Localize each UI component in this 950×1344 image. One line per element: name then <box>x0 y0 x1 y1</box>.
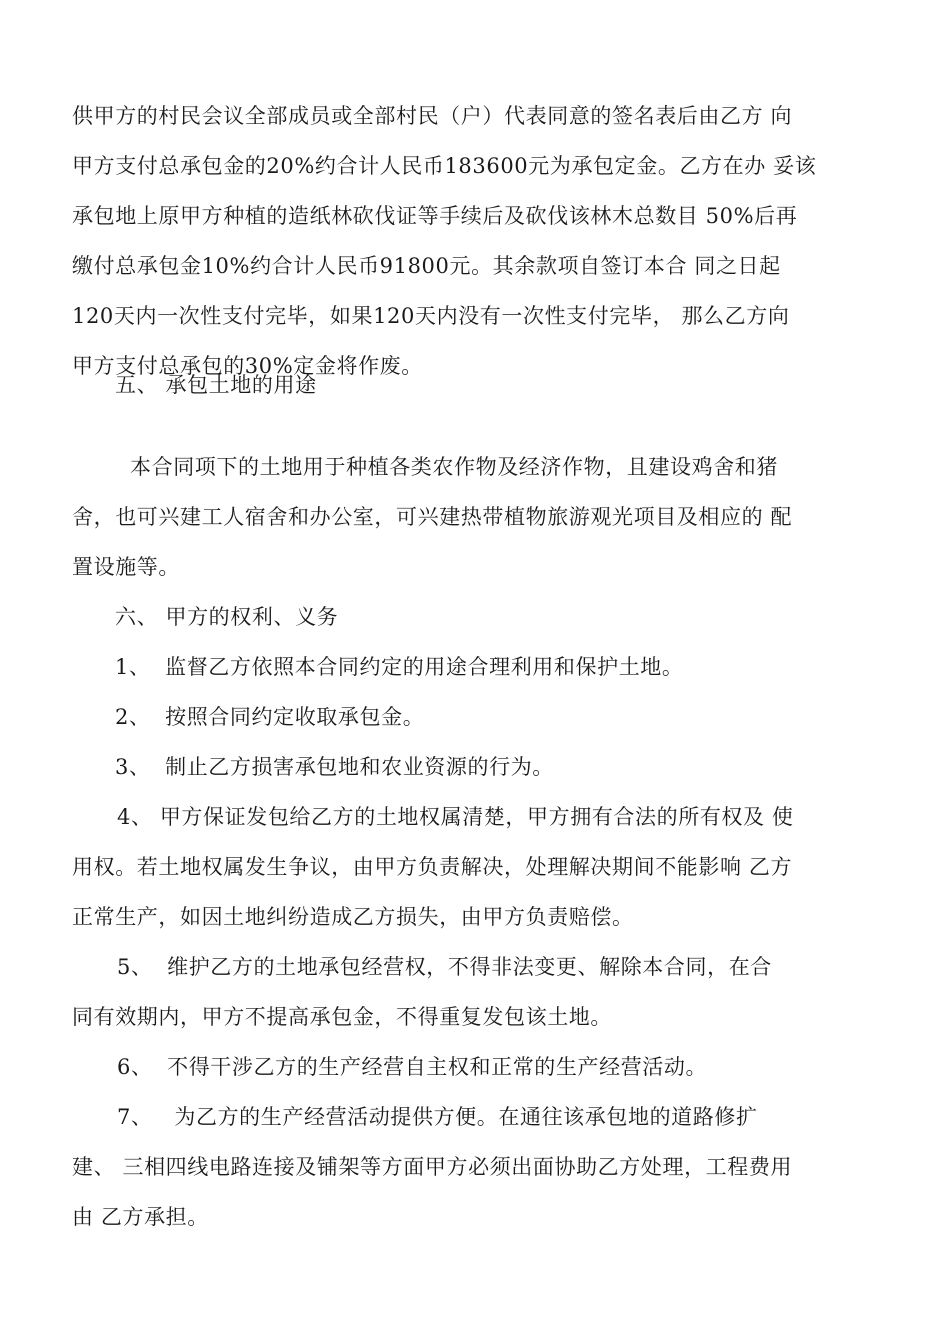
list-item: 3、 制止乙方损害承包地和农业资源的行为。 <box>115 755 554 779</box>
paragraph-line: 同有效期内，甲方不提高承包金，不得重复发包该土地。 <box>72 1005 612 1029</box>
list-item: 7、 为乙方的生产经营活动提供方便。在通往该承包地的道路修扩 <box>117 1105 758 1129</box>
paragraph-line: 建、 三相四线电路连接及铺架等方面甲方必须出面协助乙方处理，工程费用 <box>72 1155 793 1179</box>
paragraph-line: 正常生产，如因土地纠纷造成乙方损失，由甲方负责赔偿。 <box>72 905 634 929</box>
paragraph-line: 舍，也可兴建工人宿舍和办公室，可兴建热带植物旅游观光项目及相应的 配 <box>72 505 793 529</box>
paragraph-line: 甲方支付总承包金的20%约合计人民币183600元为承包定金。乙方在办 妥该 <box>72 154 817 178</box>
list-item: 5、 维护乙方的土地承包经营权，不得非法变更、解除本合同，在合 <box>117 955 772 979</box>
paragraph-line: 甲方支付总承包的30%定金将作废。 <box>72 354 423 378</box>
list-item: 4、 甲方保证发包给乙方的土地权属清楚，甲方拥有合法的所有权及 使 <box>117 805 794 829</box>
paragraph-line: 本合同项下的土地用于种植各类农作物及经济作物，且建设鸡舍和猪 <box>130 455 778 479</box>
paragraph-line: 用权。若土地权属发生争议，由甲方负责解决，处理解决期间不能影响 乙方 <box>72 855 793 879</box>
section-heading: 五、 承包土地的用途 <box>115 373 317 397</box>
paragraph-line: 120天内一次性支付完毕，如果120天内没有一次性支付完毕， 那么乙方向 <box>72 304 790 328</box>
paragraph-line: 供甲方的村民会议全部成员或全部村民（户）代表同意的签名表后由乙方 向 <box>72 104 793 128</box>
section-heading: 六、 甲方的权利、义务 <box>115 605 339 629</box>
list-item: 6、 不得干涉乙方的生产经营自主权和正常的生产经营活动。 <box>117 1055 708 1079</box>
list-item: 2、 按照合同约定收取承包金。 <box>115 705 425 729</box>
list-item: 1、 监督乙方依照本合同约定的用途合理利用和保护土地。 <box>115 655 684 679</box>
paragraph-line: 由 乙方承担。 <box>72 1205 209 1229</box>
paragraph-line: 承包地上原甲方种植的造纸林砍伐证等手续后及砍伐该林木总数目 50%后再 <box>72 204 798 228</box>
paragraph-line: 置设施等。 <box>72 555 180 579</box>
paragraph-line: 缴付总承包金10%约合计人民币91800元。其余款项自签订本合 同之日起 <box>72 254 781 278</box>
